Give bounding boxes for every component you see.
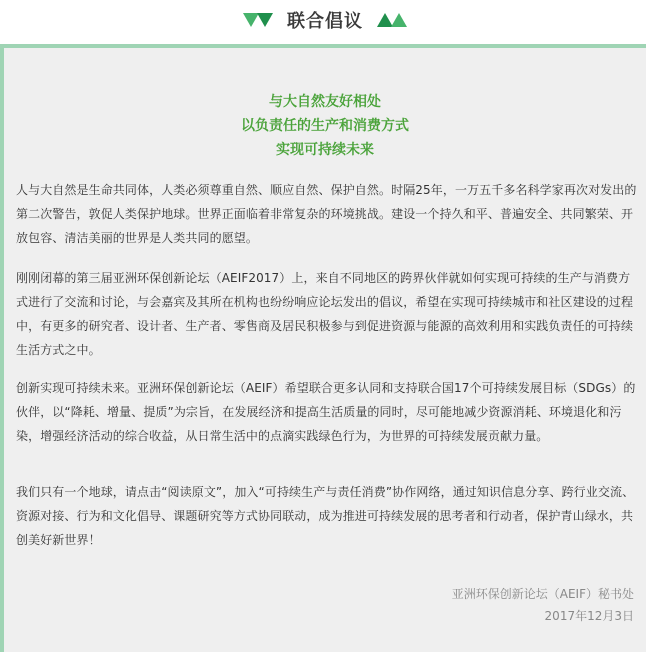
green-triangles-icon [243,11,277,29]
paragraph-1: 人与大自然是生命共同体，人类必须尊重自然、顺应自然、保护自然。时隔25年，一万五千多名科学家再次对发出的第二次警告，敦促人类保护地球。世界正面临着非常复杂的环境挑战。建设一个持久和平、普遍安全、共同繁荣、开放包容、清洁美丽的世界是人类共同的愿望。 [16,183,637,245]
subtitle-line: 以负责任的生产和消费方式 [241,118,409,134]
subtitle-line: 实现可持续未来 [276,142,374,158]
signature: 亚洲环保创新论坛（AEIF）秘书处 [451,587,634,601]
page-header [0,0,650,40]
paragraph-3: 创新实现可持续未来。亚洲环保创新论坛（AEIF）希望联合更多认同和支持联合国17个可持续发展目标（SDGs）的伙伴，以“降耗、增量、提质”为宗旨，在发展经济和提高生活质量的同时，尽可能地减少资源消耗、环境退化和污染，增强经济活动的综合收益，从日常生活中的点滴实践绿色行为，为世界的可持续发展贡献力量。 [16,381,636,443]
paragraph-2: 刚刚闭幕的第三届亚洲环保创新论坛（AEIF2017）上，来自不同地区的跨界伙伴就如何实现可持续的生产与消费方式进行了交流和讨论，与会嘉宾及其所在机构也纷纷响应论坛发出的倡议，希望在实现可持续城市和社区建设的过程中，有更多的研究者、设计者、生产者、零售商及居民积极参与到促进资源与能源的高效利用和实践负责任的可持续生活方式之中。 [16,271,634,357]
paragraph-4: 我们只有一个地球，请点击“阅读原文”，加入“可持续生产与责任消费”协作网络，通过知识信息分享、跨行业交流、资源对接、行为和文化倡导、课题研究等方式协同联动，成为推进可持续发展的思考者和行动者，保护青山绿水，共创美好新世界！ [16,485,635,547]
content-card [0,44,646,652]
subtitle-line: 与大自然友好相处 [269,94,381,110]
page-title: 联合倡议 [287,11,363,32]
date: 2017年12月3日 [544,609,634,623]
green-triangles-icon [373,11,407,29]
subtitle-block [4,90,646,162]
